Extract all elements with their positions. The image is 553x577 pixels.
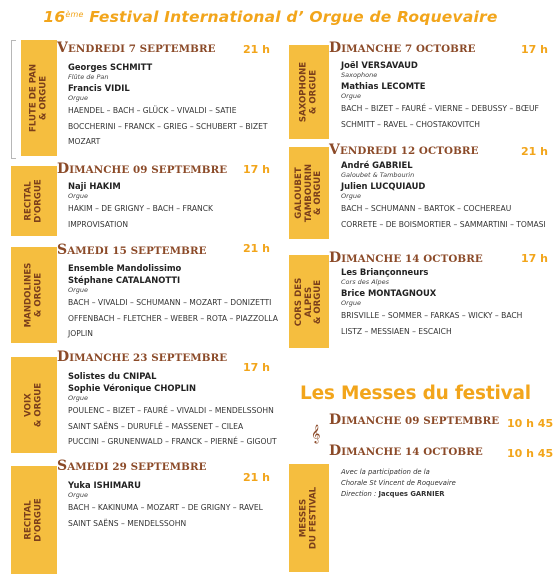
event-category-tab [289, 147, 329, 239]
program-composers: SAINT SAËNS – DURUFLÉ – MASSENET – CILEA [68, 421, 244, 431]
event-category-tab [11, 466, 57, 574]
event-date [329, 250, 483, 266]
event-time: 21 h [243, 43, 270, 56]
text-fragment: IMANCHE 7 OCTOBRE [341, 43, 476, 55]
text-fragment: & ORGUE [33, 272, 43, 318]
text-fragment: & ORGUE [33, 382, 43, 428]
text-fragment: VOIX [23, 393, 34, 417]
text-fragment: D'ORGUE [33, 498, 43, 542]
event-date [57, 458, 207, 474]
text-fragment: RECITAL [23, 500, 34, 540]
text-fragment: & ORGUE [308, 69, 318, 115]
text-fragment: D [329, 412, 342, 428]
performer-instrument: Saxophone [341, 71, 378, 79]
program-composers: HAENDEL – BACH – GLÜCK – VIVALDI – SATIE [68, 106, 237, 115]
event-details [341, 159, 546, 232]
program-composers: BACH – BIZET – FAURÉ – VIERNE – DEBUSSY – BŒUF [341, 104, 539, 113]
event-details [68, 479, 263, 531]
performer-name: Sophie Véronique CHOPLIN [68, 383, 197, 393]
program-composers: BACH – VIVALDI – SCHUMANN – MOZART – DONIZETTI [68, 298, 272, 307]
direction-label: Direction : [341, 490, 379, 498]
text-fragment: & ORGUE [312, 170, 323, 216]
text-fragment: IMANCHE 14 OCTOBRE [341, 253, 483, 265]
text-fragment: Festival International d’ Orgue de Roquevaire [89, 8, 498, 26]
text-fragment: D [57, 349, 70, 365]
performer-name: Francis VIDIL [68, 83, 130, 93]
event-category-tab [11, 247, 57, 343]
program-composers: BOCCHERINI – FRANCK – GRIEG – SCHUBERT – BIZET [68, 121, 268, 131]
event-time: 21 h [243, 242, 270, 255]
festival-title [0, 8, 541, 26]
director-name: Jacques GARNIER [378, 490, 445, 498]
messes-title: Les Messes du festival [300, 383, 531, 404]
text-fragment: ENDREDI 12 OCTOBRE [339, 145, 479, 157]
text-fragment: V [329, 142, 340, 158]
text-fragment: DU FESTIVAL [308, 486, 318, 550]
text-fragment: AMEDI 29 SEPTEMBRE [67, 461, 207, 473]
text-fragment: D [329, 443, 342, 459]
messe-time: 10 h 45 [507, 447, 553, 460]
program-composers: BRISVILLE – SOMMER – FARKAS – WICKY – BACH [341, 311, 523, 320]
text-fragment: IMANCHE 09 SEPTEMBRE [69, 164, 228, 176]
event-details [341, 266, 522, 339]
performer-instrument: Orgue [68, 491, 89, 499]
performer-name: Stéphane CATALANOTTI [68, 275, 181, 285]
performer-instrument: Orgue [68, 286, 89, 294]
program-composers: BACH – KAKINUMA – MOZART – DE GRIGNY – RAVEL [68, 503, 263, 512]
event-details [68, 180, 213, 232]
performer-instrument: Orgue [68, 394, 89, 402]
event-details [68, 370, 277, 450]
program-composers: BACH – SCHUMANN – BARTOK – COCHEREAU [341, 204, 512, 213]
event-time: 21 h [521, 145, 548, 158]
performer-name: Naji HAKIM [68, 181, 121, 191]
text-fragment: S [57, 458, 68, 474]
text-fragment: TAMBOURIN [303, 163, 314, 223]
event-category-tab [11, 166, 57, 236]
text-fragment: AMEDI 15 SEPTEMBRE [67, 245, 207, 257]
text-fragment: 16 [43, 8, 66, 26]
event-category-tab [21, 40, 57, 156]
program-composers: CORRETE – DE BOISMORTIER – SAMMARTINI – TOMASI [341, 219, 546, 229]
performer-name: Ensemble Mandolissimo [68, 263, 182, 273]
program-composers: POULENC – BIZET – FAURÉ – VIVALDI – MENDELSSOHN [68, 406, 274, 415]
messes-note: Chorale St Vincent de Roquevaire [341, 479, 456, 487]
event-date [57, 242, 207, 258]
program-composers: HAKIM – DE GRIGNY – BACH – FRANCK [68, 204, 213, 213]
performer-instrument: Flûte de Pan [68, 73, 109, 81]
text-fragment: IMANCHE 23 SEPTEMBRE [69, 352, 228, 364]
performer-name: Julien LUCQUIAUD [341, 181, 426, 191]
performer-name: Brice MONTAGNOUX [341, 288, 437, 298]
event-details [68, 61, 268, 150]
text-fragment: & ORGUE [312, 279, 323, 324]
event-category-tab [289, 464, 329, 572]
text-fragment: IMANCHE 14 OCTOBRE [341, 446, 483, 458]
performer-name: Yuka ISHIMARU [68, 480, 141, 490]
performer-name: Mathias LECOMTE [341, 81, 426, 91]
event-details [341, 59, 539, 132]
event-time: 17 h [521, 252, 548, 265]
text-fragment: ème [65, 10, 84, 19]
text-fragment: D [329, 40, 342, 56]
text-fragment: V [57, 40, 68, 56]
performer-instrument: Orgue [341, 92, 362, 100]
event-category-tab [289, 255, 329, 348]
program-composers: LISTZ – MESSIAEN – ESCAICH [341, 326, 452, 336]
event-time: 17 h [521, 43, 548, 56]
messes-details [341, 467, 456, 500]
event-date [57, 349, 227, 365]
event-date [329, 40, 476, 56]
messes-note: Avec la participation de la [341, 468, 430, 476]
program-composers: PUCCINI – GRUNENWALD – FRANCK – PIERNÉ – GIGOUT [68, 437, 277, 446]
text-fragment: GALOUBET [293, 167, 304, 219]
text-fragment: D [329, 250, 342, 266]
program-composers: JOPLIN [68, 329, 93, 338]
performer-name: Georges SCHMITT [68, 62, 153, 72]
text-fragment: & ORGUE [38, 75, 48, 121]
performer-instrument: Galoubet & Tambourin [341, 171, 415, 179]
messe-date [329, 412, 499, 428]
program-composers: IMPROVISATION [68, 219, 129, 229]
performer-name: André GABRIEL [341, 160, 413, 170]
text-fragment: FLUTE DE PAN [28, 63, 39, 133]
text-fragment: D'ORGUE [33, 179, 43, 223]
performer-name: Solistes du CNIPAL [68, 371, 157, 381]
text-fragment: ALPES [303, 286, 314, 317]
performer-instrument: Orgue [341, 299, 362, 307]
program-composers: MOZART [68, 137, 101, 146]
event-time: 21 h [243, 471, 270, 484]
text-fragment: D [57, 161, 70, 177]
event-category-tab [11, 357, 57, 453]
messe-date [329, 443, 483, 459]
performer-instrument: Orgue [68, 192, 89, 200]
performer-name: Les Briançonneurs [341, 267, 429, 277]
event-details [68, 262, 278, 342]
event-date [329, 142, 479, 158]
performer-instrument: Orgue [341, 192, 362, 200]
text-fragment: S [57, 242, 68, 258]
event-category-tab [289, 45, 329, 139]
text-fragment: RECITAL [23, 181, 34, 221]
event-time: 17 h [243, 361, 270, 374]
performer-instrument: Orgue [68, 94, 89, 102]
performer-name: Joël VERSAVAUD [341, 60, 418, 70]
program-composers: SCHMITT – RAVEL – CHOSTAKOVITCH [341, 119, 481, 129]
text-fragment: SAXOPHONE [298, 61, 309, 123]
program-composers: OFFENBACH – FLETCHER – WEBER – ROTA – PIAZZOLLA [68, 313, 278, 323]
messe-time: 10 h 45 [507, 417, 553, 430]
text-fragment: CORS DES [293, 277, 304, 326]
event-time: 17 h [243, 163, 270, 176]
program-composers: SAINT SAËNS – MENDELSSOHN [68, 518, 187, 528]
performer-instrument: Cors des Alpes [341, 278, 389, 286]
text-fragment: MANDOLINES [23, 262, 34, 328]
treble-clef-icon: 𝄞 [311, 424, 321, 443]
text-fragment: ENDREDI 7 SEPTEMBRE [67, 43, 216, 55]
text-fragment: IMANCHE 09 SEPTEMBRE [341, 415, 500, 427]
event-date [57, 40, 216, 56]
event-date [57, 161, 227, 177]
text-fragment: MESSES [298, 498, 309, 538]
